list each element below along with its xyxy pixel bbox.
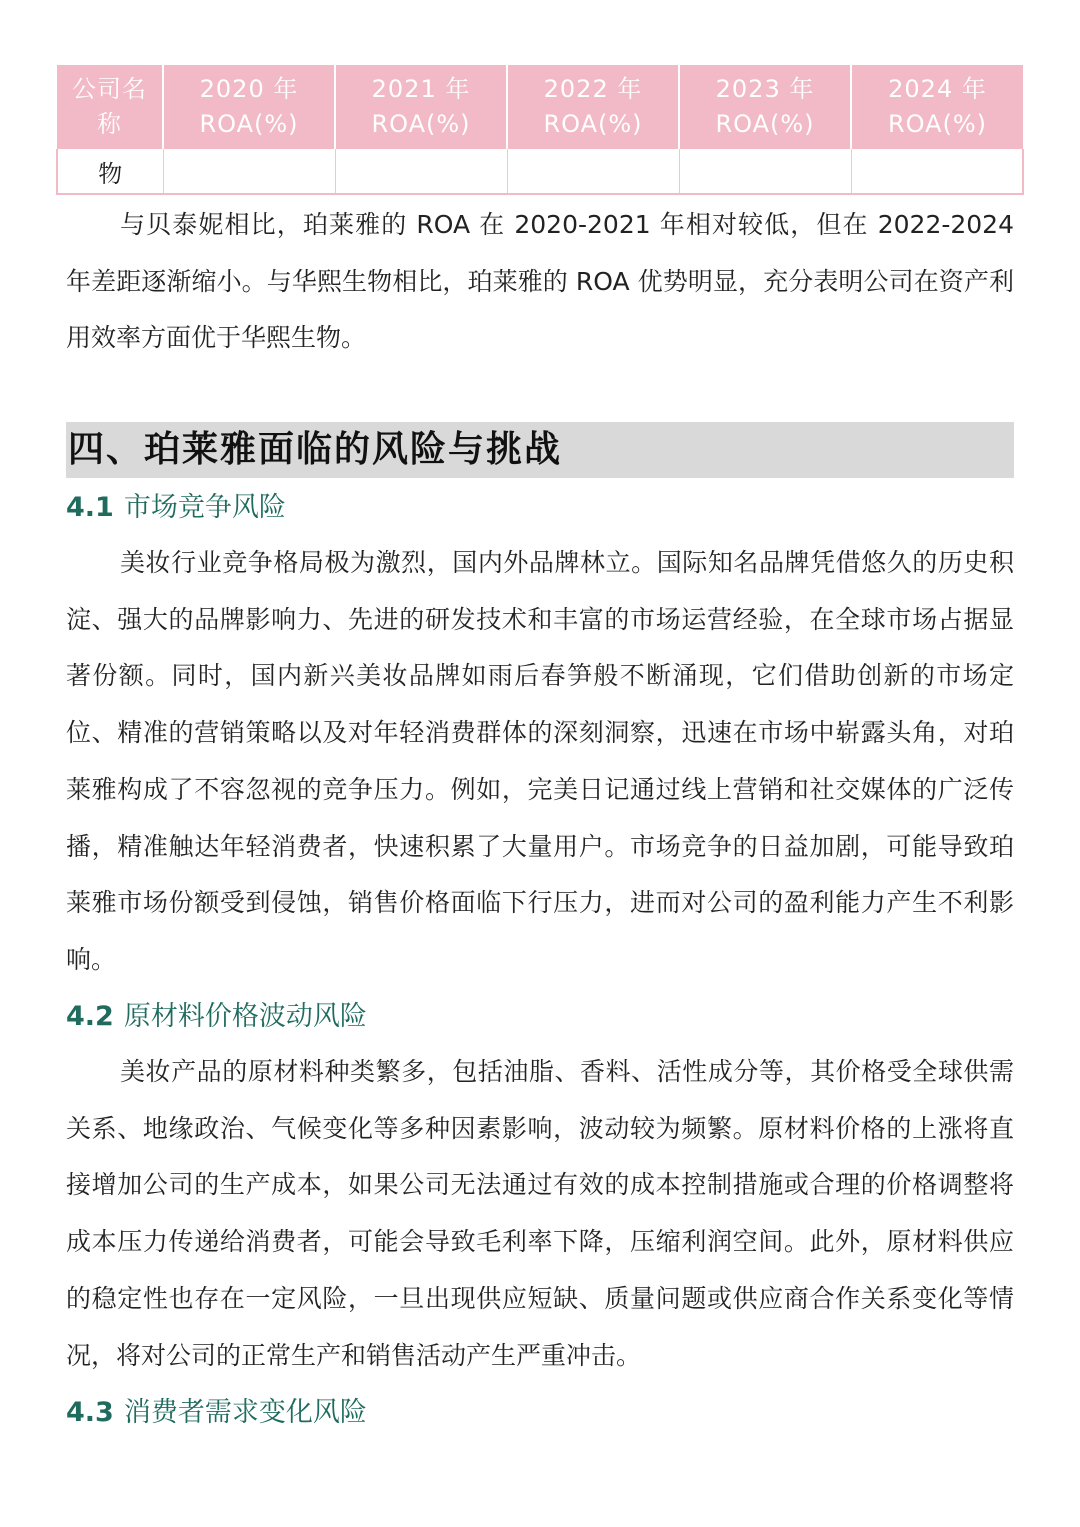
section-4-heading: 四、珀莱雅面临的风险与挑战 [66,422,1014,478]
roa-table [56,65,1024,195]
table-header-row [57,65,1023,149]
header-2022: 2022 年 ROA(%) [507,65,679,149]
raw-material-paragraph: 美妆产品的原材料种类繁多，包括油脂、香料、活性成分等，其价格受全球供需关系、地缘政治、气候变化等多种因素影响，波动较为频繁。原材料价格的上涨将直接增加公司的生产成本，如果公司无法通过有效的成本控制措施或合理的价格调整将成本压力传递给消费者，可能会导致毛利率下降，压缩利润空间。此外，原材料供应的稳定性也存在一定风险，一旦出现供应短缺、质量问题或供应商合作关系变化等情况，将对公司的正常生产和销售活动产生严重冲击。 [66,1057,1014,1370]
market-competition-paragraph: 美妆行业竞争格局极为激烈，国内外品牌林立。国际知名品牌凭借悠久的历史积淀、强大的品牌影响力、先进的研发技术和丰富的市场运营经验，在全球市场占据显著份额。同时，国内新兴美妆品牌如雨后春笋般不断涌现，它们借助创新的市场定位、精准的营销策略以及对年轻消费群体的深刻洞察，迅速在市场中崭露头角，对珀莱雅构成了不容忽视的竞争压力。例如，完美日记通过线上营销和社交媒体的广泛传播，精准触达年轻消费者，快速积累了大量用户。市场竞争的日益加剧，可能导致珀莱雅市场份额受到侵蚀，销售价格面临下行压力，进而对公司的盈利能力产生不利影响。 [66,548,1014,974]
header-company: 公司名 称 [57,65,163,149]
subsection-title: 原材料价格波动风险 [123,1001,367,1032]
table-cell [679,149,851,194]
roa-table-continuation [56,65,1024,195]
table-cell [851,149,1023,194]
subsection-title: 市场竞争风险 [123,492,286,523]
subsection-4-3-heading [66,1393,367,1433]
table-cell: 物 [57,149,163,194]
subsection-title: 消费者需求变化风险 [123,1397,367,1428]
roa-comparison-paragraph: 与贝泰妮相比，珀莱雅的 ROA 在 2020-2021 年相对较低，但在 2022-2024 年差距逐渐缩小。与华熙生物相比，珀莱雅的 ROA 优势明显，充分表明公司在资产利用效率方面优于华熙生物。 [66,210,1014,353]
header-2024: 2024 年 ROA(%) [851,65,1023,149]
header-2020: 2020 年 ROA(%) [163,65,335,149]
subsection-number: 4.1 [66,492,114,523]
subsection-4-1-heading [66,488,286,528]
table-row [57,149,1023,194]
table-cell [335,149,507,194]
subsection-number: 4.3 [66,1397,114,1428]
subsection-4-2-heading [66,997,367,1037]
table-cell [507,149,679,194]
header-2023: 2023 年 ROA(%) [679,65,851,149]
subsection-number: 4.2 [66,1001,114,1032]
table-cell [163,149,335,194]
header-2021: 2021 年 ROA(%) [335,65,507,149]
